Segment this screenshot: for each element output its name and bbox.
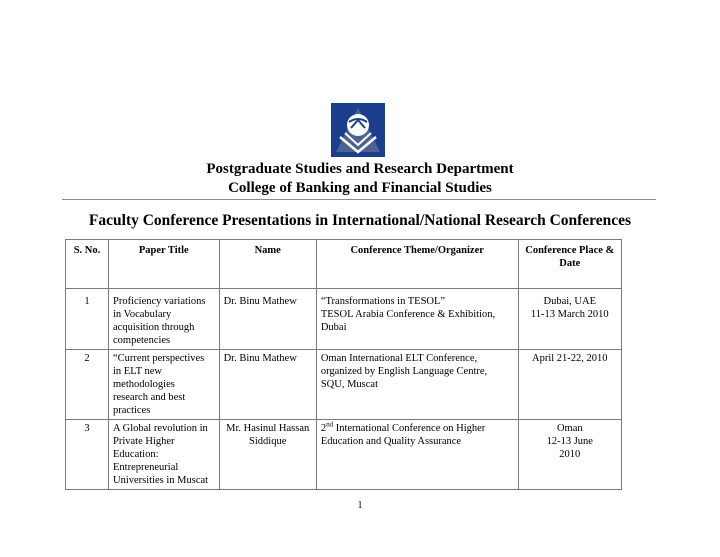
text-line: research and best	[113, 392, 186, 403]
text-line: in ELT new	[113, 366, 162, 377]
text-line: methodologies	[113, 379, 175, 390]
text-line: Dubai	[320, 322, 347, 333]
text-line: “Current perspectives	[113, 353, 205, 364]
page-number: 1	[357, 500, 363, 511]
text-line: competencies	[113, 335, 171, 346]
column-header-name: Name	[219, 240, 316, 289]
cell-name	[219, 289, 316, 350]
text-line: Universities in Muscat	[113, 475, 209, 486]
text-line: Dr. Binu Mathew	[223, 353, 297, 364]
text-line: April 21-22, 2010	[532, 353, 608, 364]
text-line: Oman International ELT Conference,	[320, 353, 478, 364]
text-line: in Vocabulary	[113, 309, 172, 320]
ordinal-suffix: nd	[326, 420, 334, 429]
cell-sno: 2	[66, 350, 109, 420]
text-line: TESOL Arabia Conference & Exhibition,	[320, 309, 496, 320]
cell-paper-title	[109, 420, 220, 490]
column-header-paper-title: Paper Title	[109, 240, 220, 289]
text-line: practices	[113, 405, 151, 416]
cell-name	[219, 420, 316, 490]
text-line: Entrepreneurial	[113, 462, 179, 473]
cell-theme	[316, 350, 518, 420]
text-line: Dubai, UAE	[543, 296, 597, 307]
text-line: organized by English Language Centre,	[320, 366, 488, 377]
cell-sno: 1	[66, 289, 109, 350]
text-line: Dr. Binu Mathew	[223, 296, 297, 307]
text-line: A Global revolution in	[113, 423, 208, 434]
cell-paper-title	[109, 289, 220, 350]
text-line: Private Higher	[113, 436, 175, 447]
column-header-theme: Conference Theme/Organizer	[316, 240, 518, 289]
text-line: Education:	[113, 449, 159, 460]
college-logo	[331, 103, 385, 157]
cell-name	[219, 350, 316, 420]
column-header-sno: S. No.	[66, 240, 109, 289]
text-line: 2010	[559, 449, 581, 460]
theme-text: International Conference on Higher	[333, 423, 486, 434]
header-divider	[62, 199, 656, 200]
cell-theme	[316, 289, 518, 350]
cell-place-date	[518, 350, 621, 420]
text-line: Education and Quality Assurance	[320, 436, 462, 447]
ordinal-number: 2	[320, 423, 327, 434]
cell-place-date	[518, 420, 621, 490]
cell-paper-title	[109, 350, 220, 420]
cell-sno: 3	[66, 420, 109, 490]
table-row	[66, 420, 622, 490]
text-line: 11-13 March 2010	[530, 309, 609, 320]
department-heading: Postgraduate Studies and Research Department	[206, 161, 514, 177]
cell-place-date	[518, 289, 621, 350]
text-line: Mr. Hasinul Hassan	[226, 423, 310, 434]
conference-table	[65, 239, 622, 490]
text-line: Oman	[556, 423, 583, 434]
text-line: “Transformations in TESOL”	[320, 296, 446, 307]
text-line: 12-13 June	[546, 436, 593, 447]
table-header-row	[66, 240, 622, 289]
text-line: SQU, Muscat	[320, 379, 379, 390]
table-row	[66, 350, 622, 420]
text-line: acquisition through	[113, 322, 195, 333]
text-line: Proficiency variations	[113, 296, 206, 307]
text-line	[321, 422, 514, 435]
college-heading: College of Banking and Financial Studies	[228, 180, 492, 196]
table-row	[66, 289, 622, 350]
text-line: Siddique	[249, 436, 287, 447]
column-header-place-date: Conference Place & Date	[518, 240, 621, 289]
document-title: Faculty Conference Presentations in International/National Research Conferences	[88, 212, 632, 229]
cell-theme	[316, 420, 518, 490]
